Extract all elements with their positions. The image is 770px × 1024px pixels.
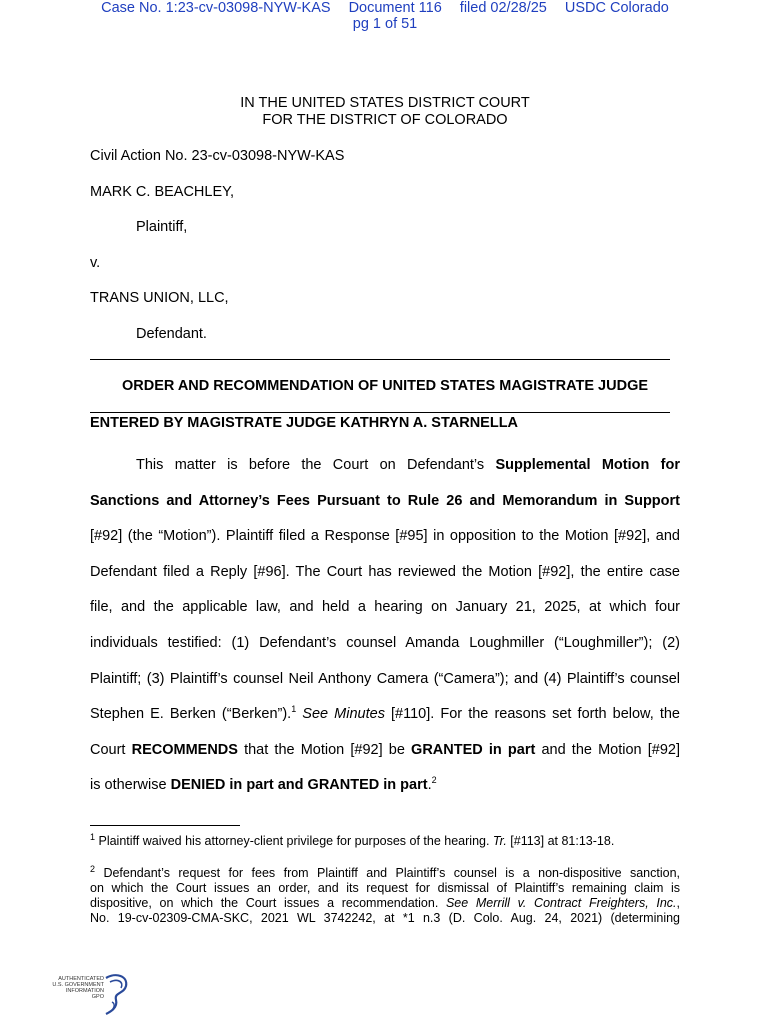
footnote-divider bbox=[90, 825, 240, 826]
ecf-header bbox=[0, 0, 770, 32]
footnote-ref-1: 1 bbox=[291, 704, 297, 715]
civil-action-number: Civil Action No. 23-cv-03098-NYW-KAS bbox=[90, 148, 345, 164]
filed-date: filed 02/28/25 bbox=[459, 0, 547, 16]
page-count: pg 1 of 51 bbox=[352, 16, 418, 32]
defendant-name: TRANS UNION, LLC, bbox=[90, 290, 229, 306]
body-line: Sanctions and Attorney’s Fees Pursuant to Rule 26 and Memorandum in Support bbox=[90, 492, 680, 509]
body-line: [#92] (the “Motion”). Plaintiff filed a Response [#95] in opposition to the Motion [#92], and bbox=[90, 528, 680, 545]
footnote-2: $^2$ Defendant’s request for fees from Plaintiff and Plaintiff’s counsel is a non-dispositive sanction, on which the Court issues an order, and its request for dismissal of Plaintiff’s remaining claim is dispositive, on which the Court issues a recommendation. See Merrill v. Contract Freighters, Inc., No. 19-cv-02309-CMA-SKC, 2021 WL 3742242, at *1 n.3 (D. Colo. Aug. 24, 2021) (determining bbox=[90, 863, 680, 925]
document-number: Document 116 bbox=[348, 0, 442, 16]
caption-divider bbox=[90, 359, 670, 360]
plaintiff-name: MARK C. BEACHLEY, bbox=[90, 184, 234, 200]
body-line: Stephen E. Berken (“Berken”).$^1$ See Minutes [#110]. For the reasons set forth below, the bbox=[90, 704, 680, 723]
defendant-role: Defendant. bbox=[136, 326, 207, 342]
court-line-1: IN THE UNITED STATES DISTRICT COURT bbox=[240, 95, 530, 111]
gpo-authentication-logo bbox=[44, 972, 134, 1017]
body-line: is otherwise DENIED in part and GRANTED in part.$^2$ bbox=[90, 775, 437, 794]
body-line: Court RECOMMENDS that the Motion [#92] be GRANTED in part and the Motion [#92] bbox=[90, 741, 680, 758]
footnote-1: $^1$ Plaintiff waived his attorney-client privilege for purposes of the hearing. Tr. [#113] at 81:13-18. bbox=[90, 831, 615, 848]
body-line: individuals testified: (1) Defendant’s counsel Amanda Loughmiller (“Loughmiller”); (2) bbox=[90, 634, 680, 651]
body-line: file, and the applicable law, and held a hearing on January 21, 2025, at which four bbox=[90, 599, 680, 616]
gpo-logo-text: AUTHENTICATED U.S. GOVERNMENT INFORMATION GPO bbox=[52, 976, 104, 1000]
entered-by: ENTERED BY MAGISTRATE JUDGE KATHRYN A. STARNELLA bbox=[90, 415, 519, 431]
order-title: ORDER AND RECOMMENDATION OF UNITED STATES MAGISTRATE JUDGE bbox=[121, 378, 649, 394]
title-divider bbox=[90, 412, 670, 413]
plaintiff-role: Plaintiff, bbox=[136, 219, 188, 235]
case-number: Case No. 1:23-cv-03098-NYW-KAS bbox=[101, 0, 331, 16]
order-body bbox=[90, 448, 680, 804]
versus: v. bbox=[90, 255, 101, 271]
body-line: Defendant filed a Reply [#96]. The Court has reviewed the Motion [#92], the entire case bbox=[90, 563, 680, 580]
eagle-icon bbox=[102, 972, 132, 1016]
court-heading bbox=[90, 95, 680, 129]
body-line: This matter is before the Court on Defendant’s Supplemental Motion for bbox=[136, 457, 680, 473]
footnote-ref-2: 2 bbox=[431, 775, 437, 786]
body-line: Plaintiff; (3) Plaintiff’s counsel Neil Anthony Camera (“Camera”); and (4) Plaintiff’s counsel bbox=[90, 670, 680, 687]
court-line-2: FOR THE DISTRICT OF COLORADO bbox=[262, 112, 508, 128]
court-abbrev: USDC Colorado bbox=[564, 0, 669, 16]
